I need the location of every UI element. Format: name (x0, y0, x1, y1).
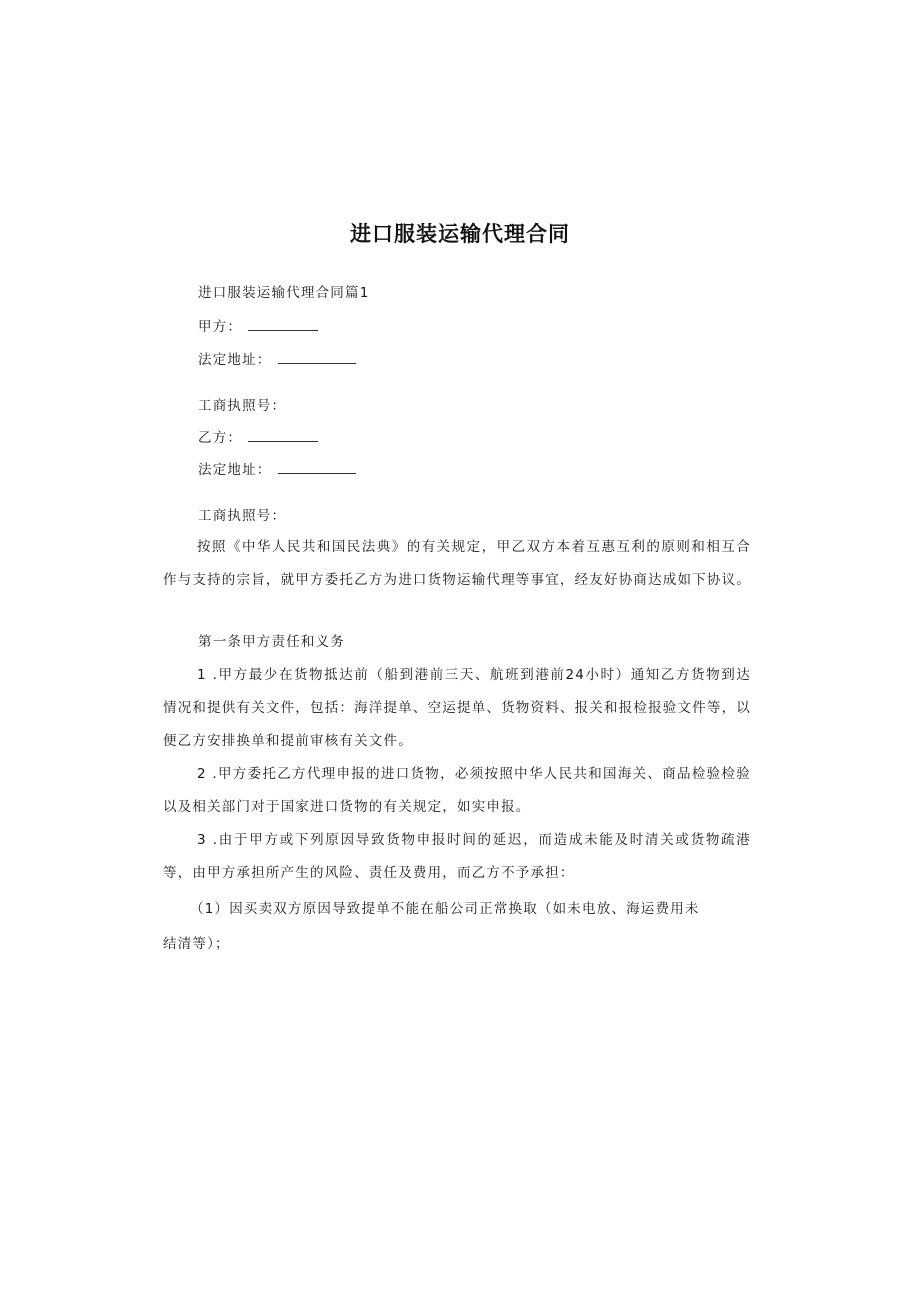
party-a-license-label: 工商执照号： (198, 398, 287, 414)
document-title: 进口服装运输代理合同 (350, 222, 570, 246)
party-b-address-line (198, 460, 356, 479)
party-b-address-blank (278, 460, 356, 474)
clause-2-paragraph: 2 .甲方委托乙方代理申报的进口货物，必须按照中华人民共和国海关、商品检验检验以及相关部门对于国家进口货物的有关规定，如实申报。 (163, 766, 751, 815)
clause-1-paragraph: 1 .甲方最少在货物抵达前（船到港前三天、航班到港前24小时）通知乙方货物到达情况和提供有关文件，包括：海洋提单、空运提单、货物资料、报关和报检报验文件等，以便乙方安排换单和提前审核有关文件。 (163, 667, 751, 749)
party-a-blank (248, 317, 318, 331)
party-b-line (198, 428, 318, 447)
party-b-license-label: 工商执照号： (198, 508, 287, 524)
preamble-paragraph: 按照《中华人民共和国民法典》的有关规定，甲乙双方本着互惠互利的原则和相互合作与支持的宗旨，就甲方委托乙方为进口货物运输代理等事宜，经友好协商达成如下协议。 (163, 539, 751, 588)
party-b-blank (248, 428, 318, 442)
contract-heading: 进口服装运输代理合同篇1 (198, 285, 370, 301)
party-b-label: 乙方： (198, 430, 243, 446)
party-a-address-label: 法定地址： (198, 352, 272, 368)
party-a-address-line (198, 350, 356, 369)
sub-item-1-line-2: 结清等）； (163, 936, 230, 952)
clause-3-paragraph: 3 .由于甲方或下列原因导致货物申报时间的延迟，而造成未能及时清关或货物疏港等，由甲方承担所产生的风险、责任及费用，而乙方不予承担： (163, 832, 751, 881)
party-a-address-blank (278, 350, 356, 364)
article-1-title: 第一条甲方责任和义务 (198, 634, 345, 650)
party-b-address-label: 法定地址： (198, 462, 272, 478)
party-a-label: 甲方： (198, 319, 243, 335)
sub-item-1-line-1: （1）因买卖双方原因导致提单不能在船公司正常换取（如未电放、海运费用未 (190, 901, 700, 917)
party-a-line (198, 317, 318, 336)
